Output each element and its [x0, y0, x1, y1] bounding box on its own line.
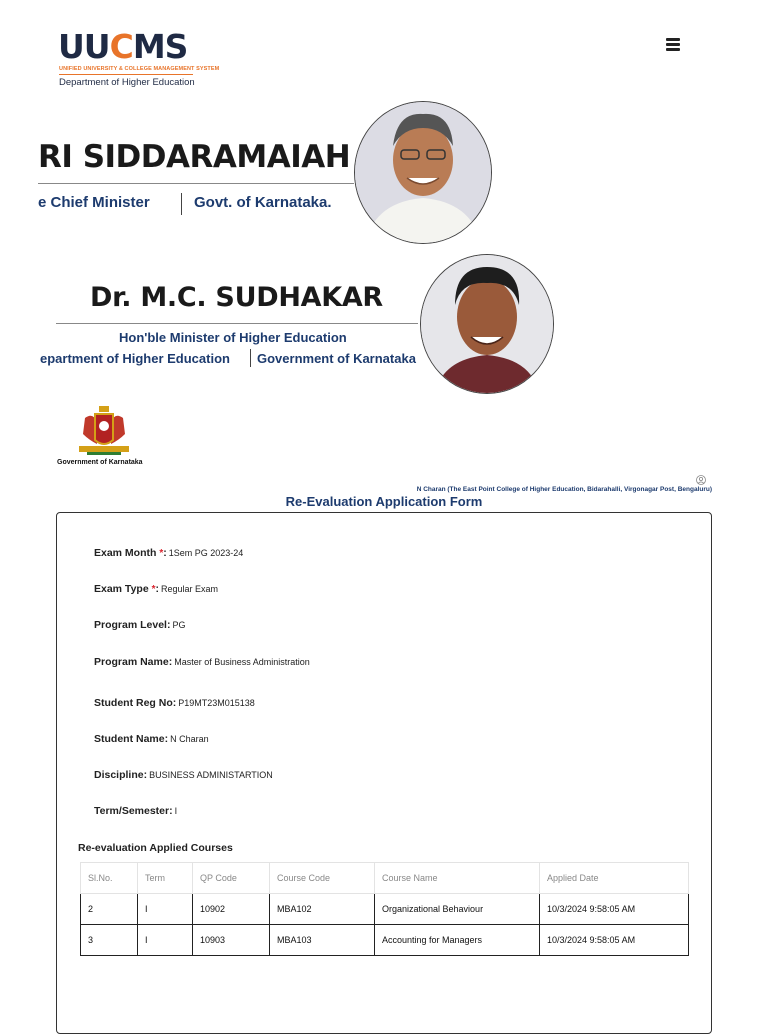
minister-govt: Government of Karnataka [257, 351, 416, 366]
cm-title: e Chief Minister [38, 194, 150, 211]
form-title: Re-Evaluation Application Form [285, 494, 483, 509]
cell-course-name: Accounting for Managers [375, 925, 540, 956]
uucms-logo[interactable] [58, 28, 187, 66]
minister-dept: epartment of Higher Education [40, 351, 230, 366]
minister-name: Dr. M.C. SUDHAKAR [90, 282, 383, 313]
field-student-reg-no: Student Reg No: P19MT23M015138 [94, 697, 255, 709]
field-exam-type: Exam Type *: Regular Exam [94, 583, 219, 595]
field-student-name: Student Name: N Charan [94, 733, 209, 745]
col-qp-code: QP Code [193, 863, 270, 894]
government-label: Government of Karnataka [57, 459, 143, 466]
cell-sl-no: 2 [81, 894, 138, 925]
field-program-level: Program Level: PG [94, 619, 186, 631]
table-header-row [81, 863, 689, 894]
cell-applied-date: 10/3/2024 9:58:05 AM [540, 894, 689, 925]
cell-term: I [138, 894, 193, 925]
cell-course-code: MBA102 [270, 894, 375, 925]
cm-divider [38, 183, 354, 184]
minister-separator [250, 349, 251, 367]
karnataka-emblem-icon [75, 404, 133, 456]
cm-name: RI SIDDARAMAIAH [38, 139, 351, 175]
minister-photo [420, 254, 554, 394]
cell-qp-code: 10903 [193, 925, 270, 956]
field-discipline: Discipline: BUSINESS ADMINISTARTION [94, 769, 273, 781]
cm-govt: Govt. of Karnataka. [194, 194, 332, 211]
col-term: Term [138, 863, 193, 894]
col-course-code: Course Code [270, 863, 375, 894]
field-term-semester: Term/Semester: I [94, 805, 178, 817]
field-program-name: Program Name: Master of Business Administration [94, 656, 310, 668]
col-course-name: Course Name [375, 863, 540, 894]
cell-course-name: Organizational Behaviour [375, 894, 540, 925]
logo-department: Department of Higher Education [59, 77, 195, 88]
logo-text: UUCMS [58, 27, 188, 66]
courses-table [80, 862, 689, 956]
cm-separator [181, 193, 182, 215]
cell-applied-date: 10/3/2024 9:58:05 AM [540, 925, 689, 956]
user-icon[interactable] [696, 472, 706, 482]
cell-sl-no: 3 [81, 925, 138, 956]
minister-title: Hon'ble Minister of Higher Education [119, 330, 347, 345]
minister-divider [56, 323, 418, 324]
cell-term: I [138, 925, 193, 956]
table-row [81, 925, 689, 956]
field-exam-month: Exam Month *: 1Sem PG 2023-24 [94, 547, 244, 559]
cell-course-code: MBA103 [270, 925, 375, 956]
cm-photo [354, 101, 492, 244]
courses-title: Re-evaluation Applied Courses [78, 842, 233, 854]
logo-tagline: UNIFIED UNIVERSITY & COLLEGE MANAGEMENT SYSTEM [59, 66, 220, 72]
hamburger-menu-icon[interactable] [666, 38, 680, 53]
logo-divider [59, 74, 193, 75]
user-info: N Charan (The East Point College of Higher Education, Bidarahalli, Virgonagar Post, Bengaluru) [416, 486, 712, 493]
cell-qp-code: 10902 [193, 894, 270, 925]
col-sl-no: Sl.No. [81, 863, 138, 894]
table-row [81, 894, 689, 925]
col-applied-date: Applied Date [540, 863, 689, 894]
